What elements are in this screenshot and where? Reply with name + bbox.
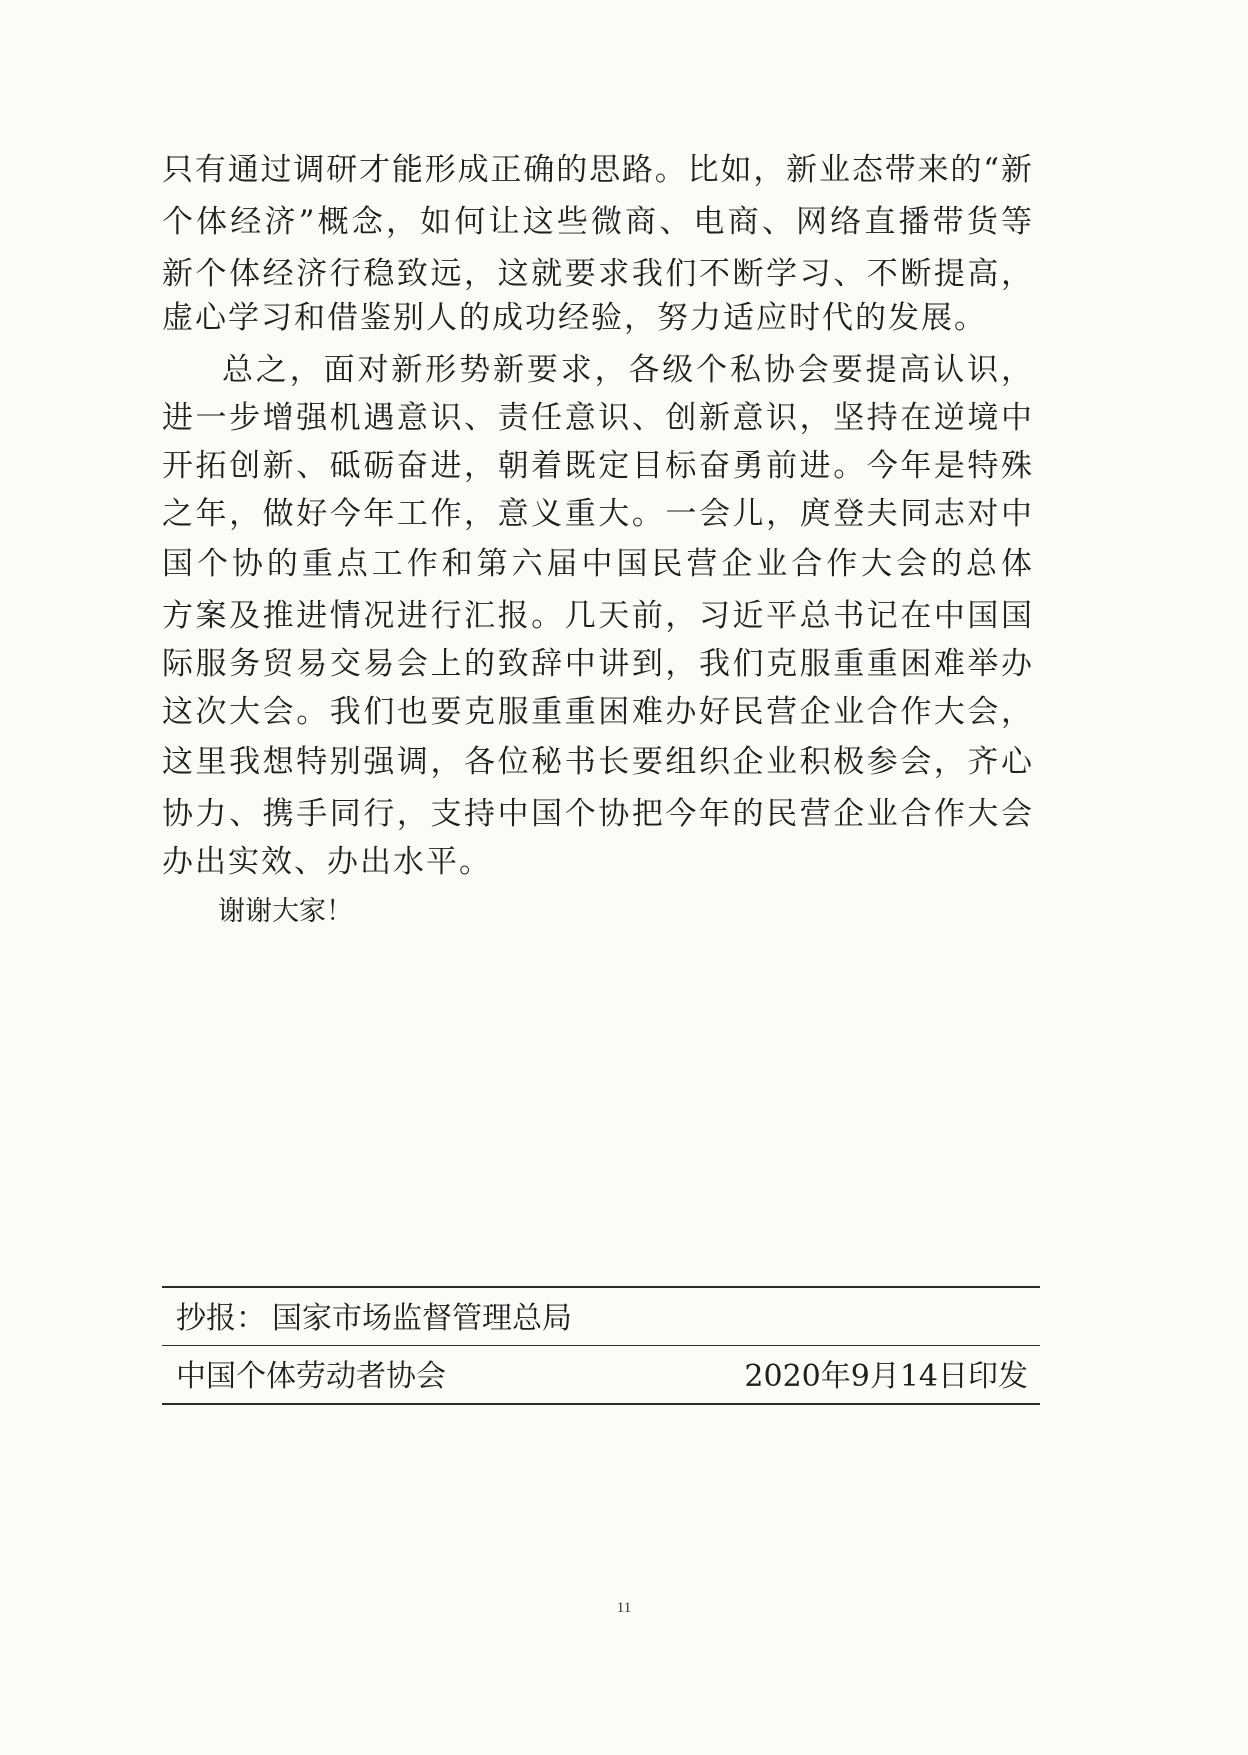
- paragraph-start-line: 总之，面对新形势新要求，各级个私协会要提高认识，: [222, 352, 1032, 388]
- cc-recipient: 国家市场监督管理总局: [272, 1301, 572, 1336]
- issue-date: 2020年9月14日印发: [744, 1359, 1028, 1394]
- footer-middle-rule: [162, 1345, 1040, 1346]
- body-line: 方案及推进情况进行汇报。几天前，习近平总书记在中国国: [162, 598, 1032, 634]
- body-line: 只有通过调研才能形成正确的思路。比如，新业态带来的“新: [162, 152, 1032, 188]
- closing-line: 谢谢大家！: [218, 896, 353, 927]
- body-line: 新个体经济行稳致远，这就要求我们不断学习、不断提高，: [162, 256, 1032, 292]
- issuer-name: 中国个体劳动者协会: [176, 1359, 446, 1394]
- body-line: 国个协的重点工作和第六届中国民营企业合作大会的总体: [162, 546, 1032, 582]
- body-line: 开拓创新、砥砺奋进，朝着既定目标奋勇前进。今年是特殊: [162, 448, 1032, 484]
- footer-bottom-rule: [162, 1403, 1040, 1405]
- cc-label: 抄报：: [176, 1301, 266, 1336]
- body-line: 之年，做好今年工作，意义重大。一会儿，庹登夫同志对中: [162, 496, 1032, 532]
- body-line: 协力、携手同行，支持中国个协把今年的民营企业合作大会: [162, 796, 1032, 832]
- body-line: 进一步增强机遇意识、责任意识、创新意识，坚持在逆境中: [162, 400, 1032, 436]
- body-line: 际服务贸易交易会上的致辞中讲到，我们克服重重困难举办: [162, 646, 1032, 682]
- page-number: 11: [616, 1600, 632, 1616]
- body-line: 这里我想特别强调，各位秘书长要组织企业积极参会，齐心: [162, 744, 1032, 780]
- body-line: 办出实效、办出水平。: [162, 844, 492, 880]
- body-line: 个体经济”概念，如何让这些微商、电商、网络直播带货等: [162, 204, 1032, 240]
- body-line: 这次大会。我们也要克服重重困难办好民营企业合作大会，: [162, 694, 1032, 730]
- footer-top-rule: [162, 1286, 1040, 1288]
- body-line: 虚心学习和借鉴别人的成功经验，努力适应时代的发展。: [162, 300, 987, 336]
